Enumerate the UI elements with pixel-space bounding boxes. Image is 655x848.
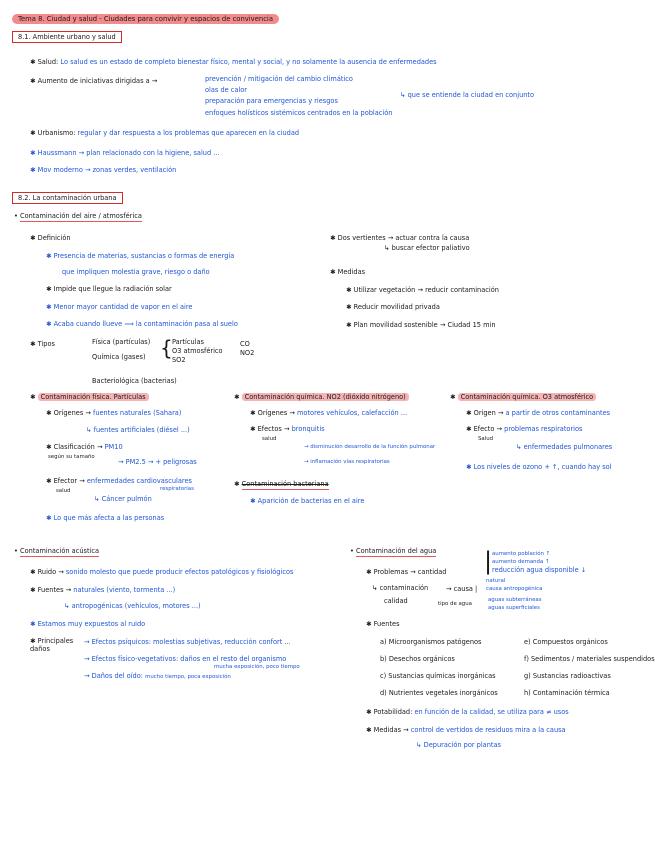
agua-medidas: ✱ Medidas → control de vertidos de residuos mira a la causa [366, 726, 566, 734]
section-heading-8-2: 8.2. La contaminación urbana [12, 192, 123, 204]
actuar-text: actuar contra la causa [395, 234, 470, 242]
quim-title: ✱ Contaminación química. NO2 (dióxido nitrógeno) [234, 393, 409, 401]
salud-definition [30, 58, 437, 66]
fis-origenes-label: Orígenes [53, 409, 84, 417]
acustica-title: • Contaminación acústica [14, 547, 100, 555]
haussmann-label: Haussmann [37, 149, 77, 157]
fis-afecta-text: Lo que más afecta a las personas [53, 514, 165, 522]
fis-fuentes-art: ↳ fuentes artificiales (diésel ...) [86, 426, 190, 434]
aumento-text: Aumento de iniciativas dirigidas a [37, 77, 150, 85]
bact-title-text: Contaminación bacteriana [241, 480, 329, 488]
fisica-title-text: Contaminación física. Partículas [38, 393, 149, 401]
fis-pm10: PM10 [104, 443, 123, 451]
o3-efecto-label: Efecto [473, 425, 495, 433]
estamos-line: ✱ Estamos muy expuestos al ruido [30, 620, 146, 628]
gas-1: CO [240, 340, 250, 348]
ac-naturales: naturales (viento, tormenta ...) [73, 586, 176, 594]
ruido-line: ✱ Ruido → sonido molesto que puede producir efectos patológicos y fisiológicos [30, 568, 294, 576]
fisica-title: ✱ Contaminación física. Partículas [30, 393, 149, 401]
tipo-1: aguas subterráneas [488, 597, 542, 603]
o3-resp: problemas respiratorios [504, 425, 583, 433]
ef-1: → Efectos psíquicos: molestias subjetivas, reducción confort ... [84, 638, 291, 646]
medida-1: ✱ Utilizar vegetación → reducir contaminación [346, 286, 499, 294]
fis-efecto: ✱ Efector → enfermedades cardiovasculares [46, 477, 192, 485]
fuente-f: f) Sedimentos / materiales suspendidos [524, 655, 655, 663]
o3-origen: ✱ Origen → a partir de otros contaminantes [466, 409, 611, 417]
salud-text: Lo salud es un estado de completo bienestar físico, mental y social, y no solamente la ausencia de enfermedades [60, 58, 437, 66]
def1-text: Presencia de materias, sustancias o formas de energía [53, 252, 235, 260]
med2-text: Reducir movilidad privada [353, 303, 440, 311]
quim-title-text: Contaminación química. NO2 (dióxido nitrógeno) [242, 393, 409, 401]
o3-title-text: Contaminación química. O3 atmosférico [458, 393, 597, 401]
urbanismo-line [30, 129, 299, 137]
tipo-2: aguas superficiales [488, 605, 540, 611]
agua-m2: Depuración por plantas [423, 741, 501, 749]
acustica-title-text: Contaminación acústica [20, 547, 100, 555]
med3-text: Plan movilidad sostenible [353, 321, 438, 329]
ef-3: → Daños del oído: mucho tiempo, poca exposición [84, 672, 231, 680]
med1-text: Utilizar vegetación [353, 286, 416, 294]
estamos-text: Estamos muy expuestos al ruido [37, 620, 146, 628]
potab-text: en función de la calidad, se utiliza para ≠ usos [414, 708, 569, 716]
definicion-label: ✱ Definición [30, 234, 71, 242]
agua-fuentes: ✱ Fuentes [366, 620, 400, 628]
agua-m2-line: ↳ Depuración por plantas [416, 741, 501, 749]
quim-origenes: ✱ Orígenes → motores vehículos, calefacción ... [250, 409, 408, 417]
fis-cancer-text: Cáncer pulmón [101, 495, 152, 503]
ef3b-text: mucho tiempo, poca exposición [145, 674, 231, 680]
cant-2: aumento demanda ↑ [492, 559, 550, 565]
aumento-item-4: enfoques holísticos sistémicos centrados en la población [205, 109, 393, 117]
buscar-line: ↳ buscar efector paliativo [384, 244, 470, 252]
fuente-h: h) Contaminación térmica [524, 689, 610, 697]
salud-label-text: Salud: [37, 58, 59, 66]
fis-cancer: ↳ Cáncer pulmón [94, 495, 152, 503]
ef-2: → Efectos físico-vegetativos: daños en el resto del organismo [84, 655, 287, 663]
ac-antropo: antropogénicas (vehículos, motores ...) [71, 602, 201, 610]
agua-m1: control de vertidos de residuos mira a la causa [410, 726, 566, 734]
haussmann-line: ✱ Haussmann → plan relacionado con la higiene, salud ... [30, 149, 220, 157]
ef1-text: Efectos psíquicos: molestias subjetivas, reducción confort ... [91, 638, 291, 646]
quim-orig-text: motores vehículos, calefacción ... [297, 409, 408, 417]
fis-origenes: ✱ Orígenes → fuentes naturales (Sahara) [46, 409, 182, 417]
bact-text: ✱ Aparición de bacterias en el aire [250, 497, 365, 505]
part-2: O3 atmosférico [172, 347, 223, 355]
o3-efecto: ✱ Efecto → problemas respiratorios [466, 425, 583, 433]
tipo-quimica: Química (gases) [92, 353, 146, 361]
potab-line: ✱ Potabilidad: en función de la calidad, se utiliza para ≠ usos [366, 708, 569, 716]
urbanismo-text: regular y dar respuesta a los problemas que aparecen en la ciudad [77, 129, 300, 137]
contam-label: contaminación [379, 584, 429, 592]
med3b-text: Ciudad 15 min [447, 321, 496, 329]
conjunto-text: que se entiende la ciudad en conjunto [407, 91, 535, 99]
ac-fuentes-label: Fuentes [37, 586, 64, 594]
fis-cardio: enfermedades cardiovasculares [86, 477, 192, 485]
brace: { [160, 336, 173, 360]
quim-dismin: → disminución desarrollo de la función pulmonar [304, 444, 436, 450]
o3-origen-label: Origen [473, 409, 496, 417]
part-3: SO2 [172, 356, 186, 364]
quim-infl: → inflamación vías respiratorias [304, 459, 390, 465]
impide-line: ✱ Impide que llegue la radiación solar [46, 285, 172, 293]
fis-fuentes-art-text: fuentes artificiales (diésel ...) [93, 426, 190, 434]
principales-label: ✱ Principales daños [30, 637, 74, 653]
tipo-bacterio: Bacteriológica (bacterias) [92, 377, 177, 385]
quim-efectos-label: Efectos [257, 425, 282, 433]
acaba-text: Acaba cuando llueve [53, 320, 123, 328]
fis-segun: según su tamaño [48, 454, 95, 460]
quim-bronquitis: bronquitis [291, 425, 325, 433]
medidas-label: ✱ Medidas [330, 268, 366, 276]
cant-3: reducción agua disponible ↓ [492, 566, 587, 574]
aumento-item-1: prevención / mitigación del cambio climático [205, 75, 353, 83]
gas-2: NO2 [240, 349, 255, 357]
mov-moderno-line: ✱ Mov moderno → zonas verdes, ventilación [30, 166, 177, 174]
medida-2: ✱ Reducir movilidad privada [346, 303, 440, 311]
agua-fuentes-label: Fuentes [373, 620, 400, 628]
quim-salud: salud [262, 436, 277, 442]
fuente-c: c) Sustancias químicas inorgánicas [380, 672, 496, 680]
salud-label: ✱ [30, 58, 38, 66]
causa-1: natural [486, 578, 506, 584]
ef2-text: Efectos físico-vegetativos: daños en el resto del organismo [91, 655, 287, 663]
fuentes-line: ✱ Fuentes → naturales (viento, tormenta ...) [30, 586, 176, 594]
aire-title-text: Contaminación del aire / atmosférica [20, 212, 142, 220]
fis-clasificacion-label: Clasificación [53, 443, 95, 451]
conjunto-note: ↳ que se entiende la ciudad en conjunto [400, 91, 535, 99]
aumento-item-3: preparación para emergencias y riesgos [205, 97, 338, 105]
part-1: Partículas [172, 338, 204, 346]
cant-1: aumento población ↑ [492, 551, 551, 557]
impide-text: Impide que llegue la radiación solar [53, 285, 172, 293]
fuente-e: e) Compuestos orgánicos [524, 638, 608, 646]
fuente-b: b) Desechos orgánicos [380, 655, 455, 663]
tipo-agua: tipo de agua [438, 601, 472, 607]
dos-vertientes: ✱ Dos vertientes → actuar contra la causa [330, 234, 470, 242]
problemas-line: ✱ Problemas → cantidad [366, 568, 447, 576]
haussmann-text: plan relacionado con la higiene, salud ... [86, 149, 220, 157]
fis-pm25: → PM2.5 → + peligrosas [118, 458, 197, 466]
urbanismo-label-text: Urbanismo: [37, 129, 76, 137]
aumento-label: ✱ Aumento de iniciativas dirigidas a → [30, 77, 158, 85]
fis-efecto-label: Efector [53, 477, 78, 485]
quim-dismin-text: disminución desarrollo de la función pulmonar [310, 444, 436, 450]
quim-infl-text: inflamación vías respiratorias [310, 459, 390, 465]
tipo-fisica: Física (partículas) [92, 338, 151, 346]
definicion-text: Definición [37, 234, 71, 242]
fis-clasificacion: ✱ Clasificación → PM10 [46, 443, 123, 451]
o3-niveles: ✱ Los niveles de ozono + ↑, cuando hay sol [466, 463, 612, 471]
principales-text: Principales daños [30, 637, 74, 653]
tipos-label: ✱ Tipos [30, 340, 55, 348]
fis-respir: respiratorias [160, 486, 194, 492]
tipos-text: Tipos [37, 340, 55, 348]
o3-pulm: ↳ enfermedades pulmonares [516, 443, 613, 451]
section-heading-8-1: 8.1. Ambiente urbano y salud [12, 31, 122, 43]
bracket-cantidad: | [484, 547, 493, 575]
quim-origenes-label: Orígenes [257, 409, 288, 417]
urbanismo-label: ✱ Urbanismo: [30, 129, 76, 137]
o3-pulm-text: enfermedades pulmonares [523, 443, 613, 451]
ef3-text: Daños del oído: [91, 672, 143, 680]
buscar-text: buscar efector paliativo [391, 244, 470, 252]
mov-moderno-label: Mov moderno [37, 166, 83, 174]
agua-title: • Contaminación del agua [350, 547, 437, 555]
agua-medidas-label: Medidas [373, 726, 402, 734]
potab-label: Potabilidad: [373, 708, 413, 716]
aumento-item-2: olas de calor [205, 86, 248, 94]
problemas-label: Problemas [373, 568, 409, 576]
fuente-d: d) Nutrientes vegetales inorgánicos [380, 689, 498, 697]
antropo-line: ↳ antropogénicas (vehículos, motores ...) [64, 602, 201, 610]
causa-line: → causa | [446, 585, 478, 593]
acaba2-text: la contaminación pasa al suelo [135, 320, 238, 328]
acaba-line: ✱ Acaba cuando llueve ⟹ la contaminación pasa al suelo [46, 320, 238, 328]
bact-title: ✱ Contaminación bacteriana [234, 480, 329, 488]
calidad-label: calidad [384, 597, 408, 605]
def-line-2: que impliquen molestia grave, riesgo o daño [62, 268, 210, 276]
medidas-text: Medidas [337, 268, 366, 276]
contam-line: ↳ contaminación [372, 584, 429, 592]
menor-line: ✱ Menor mayor cantidad de vapor en el aire [46, 303, 193, 311]
aire-title: • Contaminación del aire / atmosférica [14, 212, 142, 220]
quim-efectos: ✱ Efectos → bronquitis [250, 425, 325, 433]
def-line-1: ✱ Presencia de materias, sustancias o formas de energía [46, 252, 235, 260]
causa-2: causa antropogénica [486, 586, 543, 592]
agua-title-text: Contaminación del agua [356, 547, 437, 555]
med1b-text: reducir contaminación [425, 286, 499, 294]
o3-salud: Salud [478, 436, 494, 442]
o3-title: ✱ Contaminación química. O3 atmosférico [450, 393, 596, 401]
o3-origen-text: a partir de otros contaminantes [505, 409, 611, 417]
cantidad-label: cantidad [417, 568, 447, 576]
menor-text: Menor mayor cantidad de vapor en el aire [53, 303, 193, 311]
ruido-label: Ruido [37, 568, 57, 576]
dos-vertientes-text: Dos vertientes [337, 234, 386, 242]
fis-afecta: ✱ Lo que más afecta a las personas [46, 514, 165, 522]
causa-label: causa [453, 585, 473, 593]
mov-moderno-text: zonas verdes, ventilación [92, 166, 177, 174]
o3-niveles-text: Los niveles de ozono + ↑, cuando hay sol [473, 463, 612, 471]
ef-2b: mucha exposición, poco tiempo [214, 664, 300, 670]
fis-fuentes-nat: fuentes naturales (Sahara) [93, 409, 182, 417]
fuente-g: g) Sustancias radioactivas [524, 672, 611, 680]
bact-text-inner: Aparición de bacterias en el aire [257, 497, 365, 505]
page-title: Tema 8. Ciudad y salud - Ciudades para convivir y espacios de convivencia [12, 14, 279, 24]
medida-3: ✱ Plan movilidad sostenible → Ciudad 15 min [346, 321, 496, 329]
ruido-text: sonido molesto que puede producir efectos patológicos y fisiológicos [65, 568, 294, 576]
fis-salud: salud [56, 488, 71, 494]
fis-pm25-text: PM2.5 → + peligrosas [125, 458, 197, 466]
fuente-a: a) Microorganismos patógenos [380, 638, 482, 646]
